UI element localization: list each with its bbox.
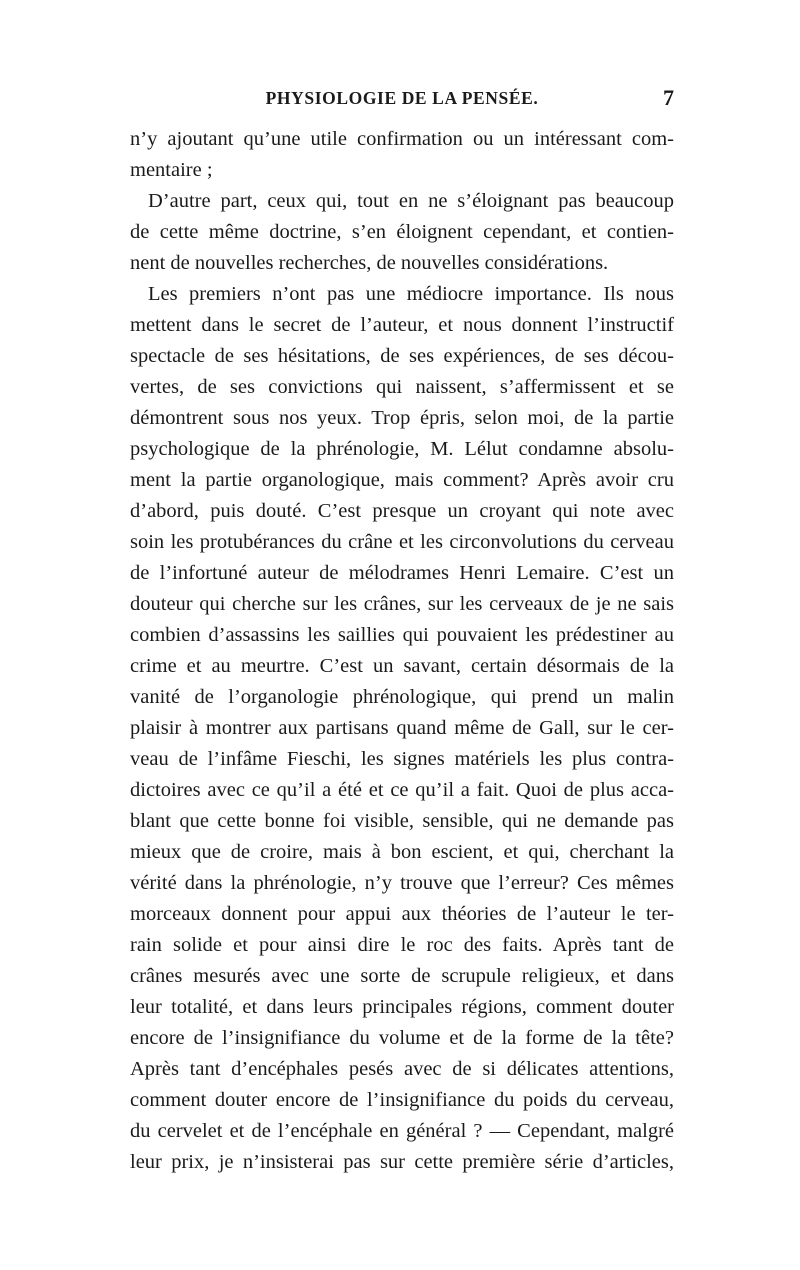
page-number: 7 [663, 85, 674, 110]
text-line: combien d’assassins les saillies qui pouvaient les prédestiner au [130, 624, 674, 646]
paragraph-start-line: Les premiers n’ont pas une médiocre importance. Ils nous [148, 283, 674, 305]
text-line: comment douter encore de l’insignifiance du poids du cerveau, [130, 1089, 674, 1111]
text-line: démontrent sous nos yeux. Trop épris, selon moi, de la partie [130, 407, 674, 429]
text-line: Après tant d’encéphales pesés avec de si délicates attentions, [130, 1058, 674, 1080]
text-line: vérité dans la phrénologie, n’y trouve que l’erreur? Ces mêmes [130, 872, 674, 894]
text-line: vertes, de ses convictions qui naissent, s’affermissent et se [130, 376, 674, 398]
text-line: du cervelet et de l’encéphale en général ? — Cependant, malgré [130, 1120, 674, 1142]
text-line: ment la partie organologique, mais comment? Après avoir cru [130, 469, 674, 491]
text-line: de cette même doctrine, s’en éloignent cependant, et contien- [130, 221, 674, 243]
text-line: crânes mesurés avec une sorte de scrupule religieux, et dans [130, 965, 674, 987]
text-line: encore de l’insignifiance du volume et de la forme de la tête? [130, 1027, 674, 1049]
body-text [130, 124, 674, 1178]
text-line: rain solide et pour ainsi dire le roc des faits. Après tant de [130, 934, 674, 956]
text-line: psychologique de la phrénologie, M. Lélut condamne absolu- [130, 438, 674, 460]
text-line: leur totalité, et dans leurs principales régions, comment douter [130, 996, 674, 1018]
text-line: mettent dans le secret de l’auteur, et nous donnent l’instructif [130, 314, 674, 336]
running-head [130, 85, 674, 118]
text-line: blant que cette bonne foi visible, sensible, qui ne demande pas [130, 810, 674, 832]
text-line: nent de nouvelles recherches, de nouvelles considérations. [130, 252, 609, 274]
text-line: morceaux donnent pour appui aux théories de l’auteur le ter- [130, 903, 674, 925]
text-line: plaisir à montrer aux partisans quand même de Gall, sur le cer- [130, 717, 674, 739]
text-line: n’y ajoutant qu’une utile confirmation ou un intéressant com- [130, 128, 674, 150]
text-line: d’abord, puis douté. C’est presque un croyant qui note avec [130, 500, 674, 522]
text-line: de l’infortuné auteur de mélodrames Henri Lemaire. C’est un [130, 562, 674, 584]
running-title: PHYSIOLOGIE DE LA PENSÉE. [265, 88, 539, 108]
text-line: leur prix, je n’insisterai pas sur cette première série d’articles, [130, 1151, 674, 1173]
text-line: veau de l’infâme Fieschi, les signes matériels les plus contra- [130, 748, 674, 770]
text-line: mentaire ; [130, 159, 213, 181]
text-line: spectacle de ses hésitations, de ses expériences, de ses décou- [130, 345, 674, 367]
paragraph-start-line: D’autre part, ceux qui, tout en ne s’éloignant pas beaucoup [148, 190, 674, 212]
text-line: mieux que de croire, mais à bon escient, et qui, cherchant la [130, 841, 674, 863]
text-line: vanité de l’organologie phrénologique, qui prend un malin [130, 686, 674, 708]
text-line: soin les protubérances du crâne et les circonvolutions du cerveau [130, 531, 674, 553]
text-line: dictoires avec ce qu’il a été et ce qu’il a fait. Quoi de plus acca- [130, 779, 674, 801]
text-line: douteur qui cherche sur les crânes, sur les cerveaux de je ne sais [130, 593, 674, 615]
text-line: crime et au meurtre. C’est un savant, certain désormais de la [130, 655, 674, 677]
